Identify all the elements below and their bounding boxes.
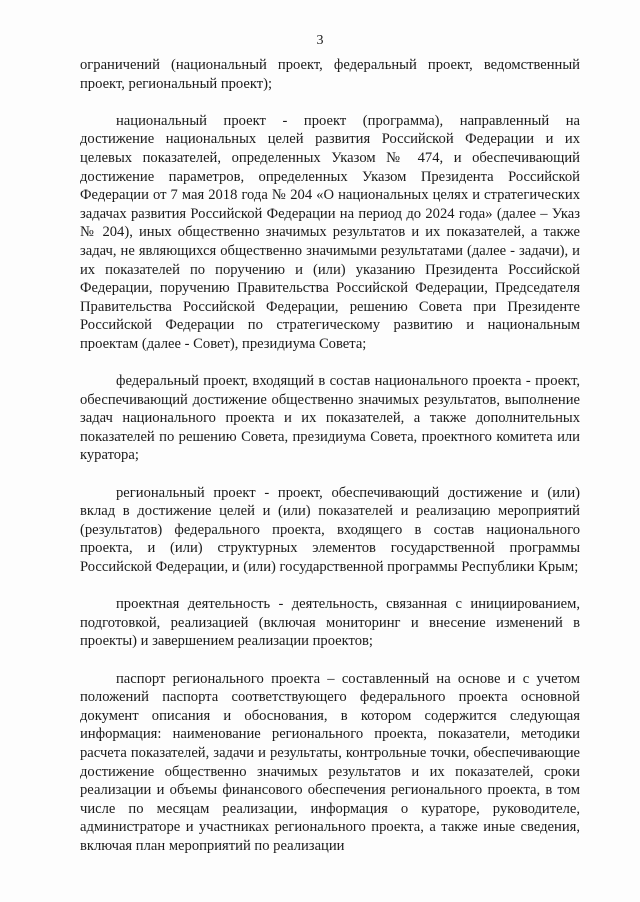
paragraph-regional-passport: паспорт регионального проекта – составленный на основе и с учетом положений паспорта соответствующего федерального проекта основной документ описания и обоснования, в котором содержится следующая информация: наименование регионального проекта, показатели, методики расчета показателей, задачи и результаты, контрольные точки, обеспечивающие достижение общественно значимых результатов и их показателей, сроки реализации и объемы финансового обеспечения регионального проекта, в том числе по месяцам реализации, информация о кураторе, руководителе, администраторе и участниках регионального проекта, а также иные сведения, включая план мероприятий по реализации [80,670,580,854]
page-number: 3 [316,33,324,48]
paragraph-continuation: ограничений (национальный проект, федеральный проект, ведомственный проект, региональный проект); [80,57,580,92]
document-body [80,56,580,874]
paragraph-national-project: национальный проект - проект (программа), направленный на достижение национальных целей развития Российской Федерации и их целевых показателей, определенных Указом № 474, и обеспечивающий достижение параметров, определенных Указом Президента Российской Федерации от 7 мая 2018 года № 204 «О национальных целях и стратегических задачах развития Российской Федерации на период до 2024 года» (далее – Указ № 204), иных общественно значимых результатов и их показателей, а также задач, не являющихся общественно значимыми результатами (далее - задачи), и их показателей по поручению и (или) указанию Президента Российской Федерации, поручению Правительства Российской Федерации, Председателя Правительства Российской Федерации, решению Совета при Президенте Российской Федерации по стратегическому развитию и национальным проектам (далее - Совет), президиума Совета; [80,112,580,352]
paragraph-regional-project: региональный проект - проект, обеспечивающий достижение и (или) вклад в достижение целей и (или) показателей и реализацию мероприятий (результатов) федерального проекта, входящего в состав национального проекта, и (или) структурных элементов государственной программы Российской Федерации, и (или) государственной программы Республики Крым; [80,484,580,576]
paragraph-project-activity: проектная деятельность - деятельность, связанная с инициированием, подготовкой, реализацией (включая мониторинг и внесение изменений в проекты) и завершением реализации проектов; [80,596,580,650]
paragraph-federal-project: федеральный проект, входящий в состав национального проекта - проект, обеспечивающий достижение общественно значимых результатов, выполнение задач национального проекта и их показателей, а также дополнительных показателей по решению Совета, президиума Совета, проектного комитета или куратора; [80,373,580,464]
